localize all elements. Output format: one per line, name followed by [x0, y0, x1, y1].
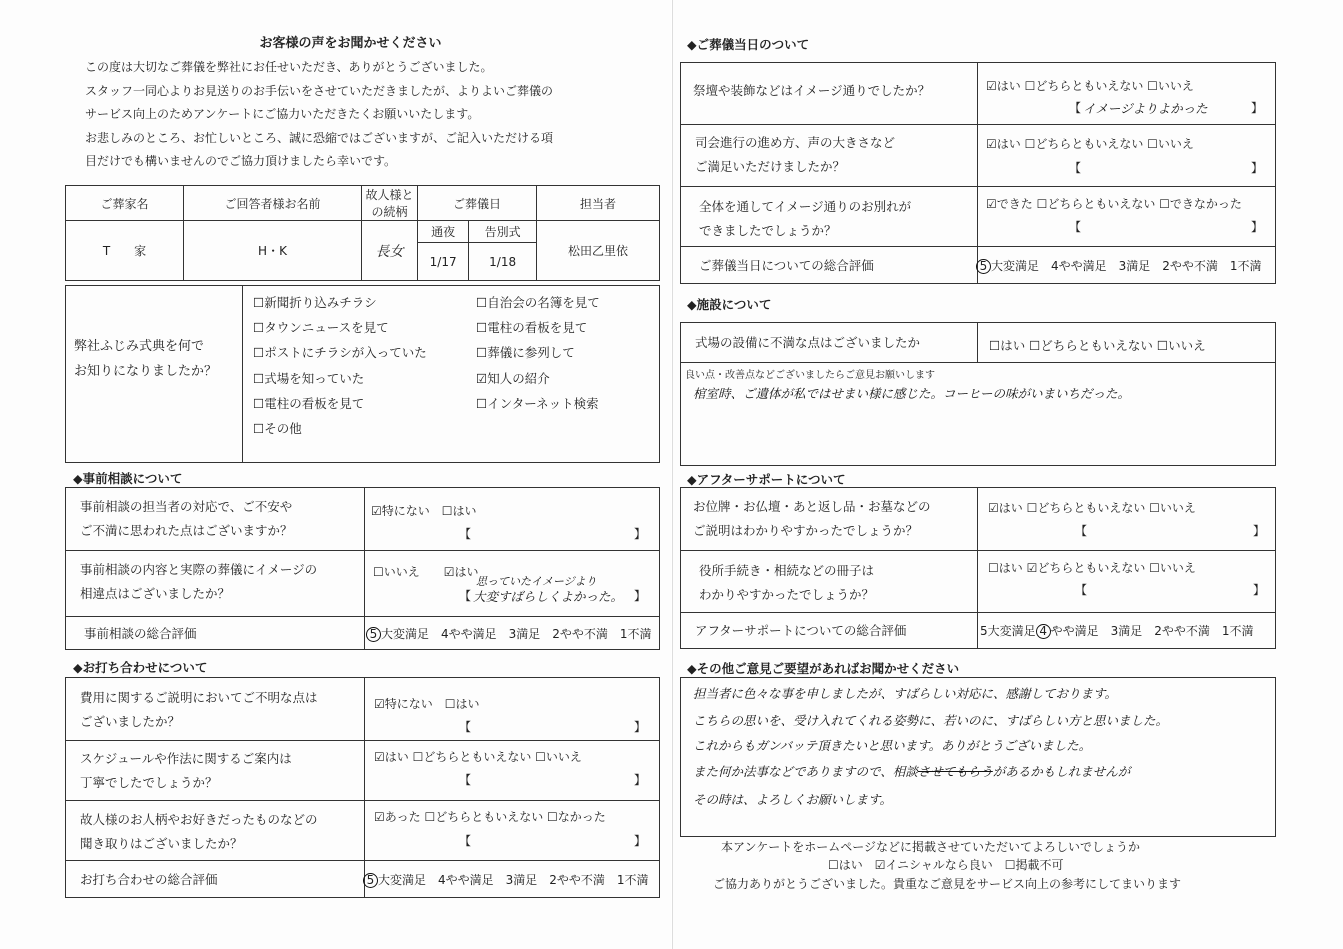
- meeting-q1-text: [80, 686, 318, 734]
- intro-line: スタッフ一同心よりお見送りのお手伝いをさせていただきましたが、よりよいご葬儀の: [85, 83, 554, 98]
- publish-question: 本アンケートをホームページなどに掲載させていただいてよろしいでしょうか: [721, 840, 1141, 854]
- meeting-q3: [66, 800, 659, 860]
- bracket-close: 】: [1251, 161, 1264, 175]
- source-option[interactable]: ☐自治会の名簿を見て: [476, 295, 600, 310]
- source-option[interactable]: ☐ポストにチラシが入っていた: [253, 345, 427, 361]
- source-option[interactable]: ☐電柱の看板を見て: [253, 395, 365, 411]
- after-rating-scale[interactable]: [980, 622, 1254, 639]
- question-line: ご満足いただけましたか？: [695, 159, 846, 174]
- source-option[interactable]: ☐その他: [253, 421, 302, 437]
- funeral-date: 1/18: [469, 243, 537, 281]
- question-line: 費用に関するご説明においてご不明な点は: [80, 690, 318, 705]
- question-line: 事前相談の担当者の対応で、ご不安や: [80, 499, 293, 514]
- bracket-open: 【: [459, 773, 472, 787]
- rating-options: 大変満足 4やや満足 3満足 2やや不満 1不満: [378, 873, 649, 887]
- source-options-col1: [253, 290, 427, 441]
- source-question: [74, 334, 217, 384]
- question-line: わかりやすかったでしょうか？: [699, 587, 875, 602]
- day-q2-options[interactable]: ☑はい ☐どちらともいえない ☐いいえ: [986, 137, 1194, 151]
- meeting-q2-text: [80, 747, 292, 795]
- pre-consultation-box: [65, 487, 660, 650]
- source-option[interactable]: ☑知人の紹介: [476, 370, 550, 386]
- relation-value: 長女: [362, 221, 418, 281]
- date-label: ご葬儀日: [418, 186, 537, 221]
- question-line: 全体を通してイメージ通りのお別れが: [699, 199, 912, 214]
- other-comments-heading: ◆その他ご意見ご要望があればお聞かせください: [687, 661, 960, 676]
- meeting-q3-options[interactable]: ☑あった ☐どちらともいえない ☐なかった: [374, 810, 606, 824]
- source-question-line: 弊社ふじみ式典を何で: [74, 339, 205, 354]
- divider: [242, 286, 243, 462]
- source-option[interactable]: ☐タウンニュースを見て: [253, 320, 389, 336]
- question-line: 相違点はございましたか？: [80, 586, 231, 601]
- pre-q2-handwriting: 大変すばらしくよかった。: [473, 589, 624, 604]
- divider: [681, 362, 1275, 363]
- comment-line: [693, 762, 1130, 780]
- publish-options[interactable]: ☐はい ☑イニシャルなら良い ☐掲載不可: [828, 858, 1064, 872]
- bracket-open: 【: [459, 589, 472, 603]
- question-line: ご説明はわかりやすかったでしょうか？: [693, 523, 919, 538]
- wake-label: 通夜: [418, 221, 469, 243]
- meeting-q1-options[interactable]: ☑特にない ☐はい: [374, 697, 480, 711]
- facility-box: [680, 322, 1276, 466]
- bracket-close: 】: [634, 589, 647, 603]
- meeting-box: [65, 677, 660, 898]
- pre-rating: [66, 616, 659, 651]
- after-q2-text: [699, 559, 874, 607]
- wake-date: 1/17: [418, 243, 469, 281]
- other-comments-box: [680, 677, 1276, 837]
- source-option[interactable]: ☐インターネット検索: [476, 395, 599, 411]
- thanks-text: ご協力ありがとうございました。貴重なご意見をサービス向上の参考にしてまいります: [713, 877, 1182, 891]
- relation-label: 故人様との続柄: [362, 186, 418, 221]
- comment-line: これからもガンバッテ頂きたいと思います。ありがとうございました。: [693, 738, 1092, 753]
- pre-rating-label: 事前相談の総合評価: [84, 626, 197, 641]
- source-option[interactable]: ☐電柱の看板を見て: [476, 320, 588, 336]
- pre-q2-options[interactable]: ☐いいえ ☑はい: [373, 565, 479, 579]
- question-line: スケジュールや作法に関するご案内は: [80, 751, 292, 766]
- bracket-close: 】: [634, 773, 647, 787]
- day-rating-scale[interactable]: [976, 257, 1262, 274]
- question-line: 司会進行の進め方、声の大きさなど: [695, 135, 896, 150]
- bracket-open: 【: [1069, 161, 1082, 175]
- meeting-q2-options[interactable]: ☑はい ☐どちらともいえない ☐いいえ: [374, 750, 582, 764]
- right-page: [672, 0, 1343, 949]
- pre-q1: [66, 488, 659, 550]
- after-q1: [681, 488, 1275, 550]
- meeting-rating-scale[interactable]: [363, 871, 649, 888]
- after-support-heading: ◆アフターサポートについて: [687, 472, 846, 487]
- day-q2-text: [695, 131, 895, 179]
- facility-comment-handwriting: 棺室時、ご遺体が私ではせまい様に感じた。コーヒーの味がいまいちだった。: [693, 386, 1131, 401]
- after-rating-label: アフターサポートについての総合評価: [695, 623, 907, 638]
- family-value: T 家: [66, 221, 184, 281]
- funeral-label: 告別式: [469, 221, 537, 243]
- day-q1-options[interactable]: ☑はい ☐どちらともいえない ☐いいえ: [986, 79, 1194, 93]
- day-q3-text: [699, 195, 911, 243]
- comment-text: があるかもしれませんが: [992, 764, 1131, 779]
- intro-line: サービス向上のためアンケートにご協力いただきたくお願いいたします。: [85, 107, 480, 121]
- question-line: 役所手続き・相続などの冊子は: [699, 563, 875, 578]
- pre-q2-text: [80, 558, 317, 606]
- bracket-open: 【: [1069, 220, 1082, 234]
- meeting-q1: [66, 678, 659, 740]
- survey-title: お客様の声をお聞かせください: [259, 36, 442, 51]
- comment-line: その時は、よろしくお願いします。: [693, 792, 893, 807]
- source-options-col2: [476, 290, 600, 416]
- bracket-open: 【: [459, 527, 472, 541]
- selected-rating: 5: [976, 259, 991, 274]
- intro-text: [85, 56, 553, 174]
- after-support-box: [680, 487, 1276, 649]
- bracket-close: 】: [634, 834, 647, 848]
- meeting-rating-label: お打ち合わせの総合評価: [80, 872, 218, 887]
- pre-q2: [66, 550, 659, 616]
- bracket-close: 】: [634, 527, 647, 541]
- meeting-rating: [66, 860, 659, 899]
- staff-value: 松田乙里依: [537, 221, 660, 281]
- question-line: お位牌・お仏壇・あと返し品・お墓などの: [693, 499, 931, 514]
- meeting-q3-text: [80, 808, 318, 856]
- staff-label: 担当者: [537, 186, 660, 221]
- comment-line: こちらの思いを、受け入れてくれる姿勢に、若いのに、すばらしい方と思いました。: [693, 713, 1169, 728]
- day-q1-handwriting: イメージよりよかった: [1083, 101, 1208, 116]
- source-option[interactable]: ☐葬儀に参列して: [476, 345, 575, 361]
- day-q2: [681, 124, 1275, 186]
- bracket-close: 】: [1253, 583, 1266, 597]
- bracket-close: 】: [634, 720, 647, 734]
- source-question-line: お知りになりましたか？: [74, 364, 218, 379]
- after-q2: [681, 550, 1275, 612]
- question-line: 丁寧でしたでしょうか？: [80, 775, 218, 790]
- bracket-open: 【: [1075, 583, 1088, 597]
- funeral-day-box: [680, 62, 1276, 284]
- bracket-open: 【: [1069, 101, 1082, 115]
- day-q1: [681, 63, 1275, 124]
- selected-rating: 5: [363, 873, 378, 888]
- family-label: ご葬家名: [66, 186, 184, 221]
- bracket-open: 【: [459, 720, 472, 734]
- selected-rating: 5: [366, 627, 381, 642]
- respondent-label: ご回答者様お名前: [184, 186, 362, 221]
- pre-q1-text: [80, 495, 293, 543]
- after-rating: [681, 612, 1275, 650]
- source-option[interactable]: ☐新聞折り込みチラシ: [253, 295, 377, 310]
- selected-rating: 4: [1036, 624, 1051, 639]
- comment-line: 担当者に色々な事を申しましたが、すばらしい対応に、感謝しております。: [693, 686, 1118, 701]
- funeral-day-heading: ◆ご葬儀当日のついて: [687, 37, 810, 52]
- comment-text: また何か法事などでありますので、相談: [693, 764, 918, 779]
- info-table: [65, 185, 660, 281]
- intro-line: 目だけでも構いませんのでご協力頂けましたら幸いです。: [85, 154, 397, 168]
- facility-heading: ◆施設について: [687, 297, 772, 312]
- question-line: できましたでしょうか？: [699, 223, 837, 238]
- question-line: ご不満に思われた点はございますか？: [80, 523, 293, 538]
- bracket-close: 】: [1251, 101, 1264, 115]
- rating-options: 5大変満足: [980, 624, 1036, 638]
- pre-q1-options[interactable]: ☑特にない ☐はい: [371, 504, 477, 518]
- struck-text: させてもらう: [917, 764, 993, 779]
- rating-options: やや満足 3満足 2やや不満 1不満: [1050, 624, 1254, 638]
- day-q3: [681, 186, 1275, 246]
- day-q3-options[interactable]: ☑できた ☐どちらともいえない ☐できなかった: [986, 197, 1242, 211]
- pre-rating-scale[interactable]: [366, 625, 652, 642]
- source-question-box: [65, 285, 660, 463]
- after-q2-options[interactable]: ☐はい ☑どちらともいえない ☐いいえ: [988, 561, 1196, 575]
- question-line: 故人様のお人柄やお好きだったものなどの: [80, 812, 318, 827]
- source-option[interactable]: ☐式場を知っていた: [253, 370, 365, 386]
- bracket-open: 【: [459, 834, 472, 848]
- day-rating: [681, 246, 1275, 285]
- intro-line: この度は大切なご葬儀を弊社にお任せいただき、ありがとうございました。: [85, 60, 493, 74]
- question-line: ございましたか？: [80, 714, 181, 729]
- facility-q1-text: 式場の設備に不満な点はございましたか: [695, 335, 921, 350]
- left-page: [0, 0, 671, 949]
- day-q1-text: 祭壇や装飾などはイメージ通りでしたか？: [693, 83, 931, 98]
- meeting-heading: ◆お打ち合わせについて: [73, 660, 208, 675]
- rating-options: 大変満足 4やや満足 3満足 2やや不満 1不満: [991, 259, 1262, 273]
- facility-q1-options[interactable]: ☐はい ☐どちらともいえない ☐いいえ: [989, 338, 1206, 353]
- after-q1-options[interactable]: ☑はい ☐どちらともいえない ☐いいえ: [988, 501, 1196, 515]
- after-q1-text: [693, 495, 931, 543]
- rating-options: 大変満足 4やや満足 3満足 2やや不満 1不満: [381, 627, 652, 641]
- bracket-close: 】: [1251, 220, 1264, 234]
- respondent-value: H・K: [184, 221, 362, 281]
- bracket-close: 】: [1253, 524, 1266, 538]
- day-rating-label: ご葬儀当日についての総合評価: [699, 258, 874, 273]
- intro-line: お悲しみのところ、お忙しいところ、誠に恐縮ではございますが、ご記入いただける項: [85, 130, 554, 145]
- bracket-open: 【: [1075, 524, 1088, 538]
- facility-comment-label: 良い点・改善点などございましたらご意見お願いします: [685, 370, 935, 381]
- pre-q2-handwriting: 思っていたイメージより: [476, 575, 597, 588]
- question-line: 事前相談の内容と実際の葬儀にイメージの: [80, 562, 318, 577]
- divider: [977, 323, 978, 362]
- meeting-q2: [66, 740, 659, 800]
- question-line: 聞き取りはございましたか？: [80, 836, 243, 851]
- pre-consultation-heading: ◆事前相談について: [73, 471, 183, 486]
